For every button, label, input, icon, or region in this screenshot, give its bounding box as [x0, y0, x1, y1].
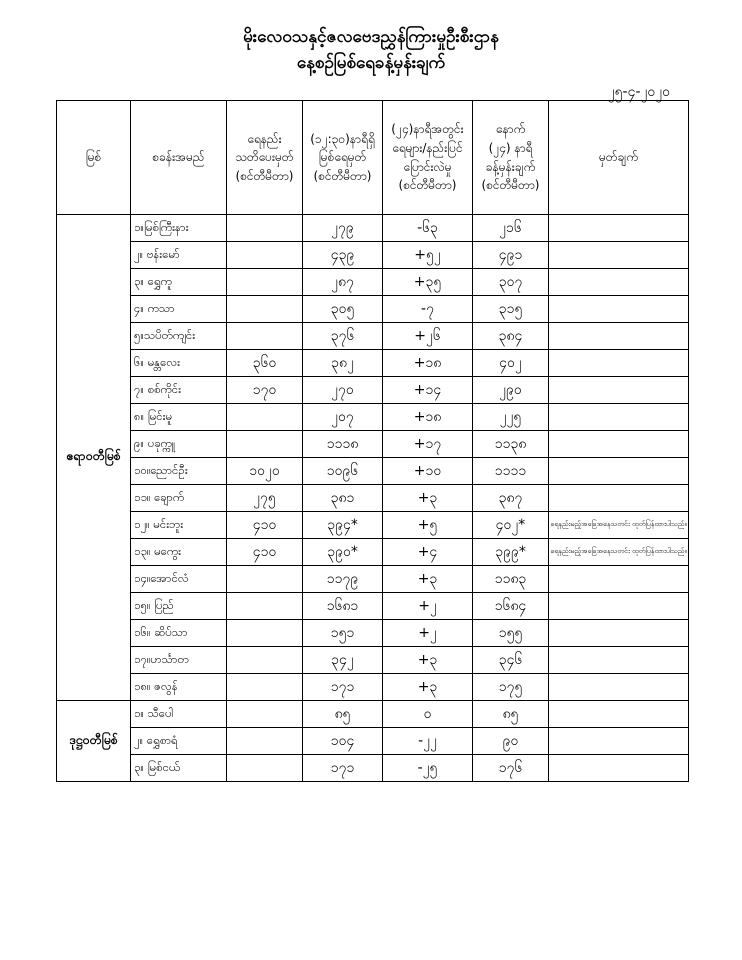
forecast-cell: ၄၀၂ [473, 350, 549, 377]
change-cell: +၅၂ [383, 242, 473, 269]
table-body [57, 215, 689, 782]
change-cell: -၂၂ [383, 728, 473, 755]
station-cell: ၁။မြစ်ကြီးနား [131, 215, 227, 242]
forecast-cell: ၁၅၅ [473, 620, 549, 647]
change-cell: +၁၀ [383, 458, 473, 485]
remark-cell [549, 323, 689, 350]
table-row [57, 215, 689, 242]
river-forecast-table [56, 100, 689, 782]
table-row [57, 701, 689, 728]
danger-level-cell [227, 674, 303, 701]
table-row [57, 242, 689, 269]
table-row [57, 458, 689, 485]
station-cell: ၉။ ပခုက္ကူ [131, 431, 227, 458]
danger-level-cell: ၄၁၀ [227, 512, 303, 539]
remark-cell: ရေနည်းမည့်အခြေအနေသတင်း ထုတ်ပြန်ထားပါသည်။ [549, 512, 689, 539]
danger-level-cell [227, 269, 303, 296]
water-level-cell: ၁၁၁၈ [303, 431, 383, 458]
table-row [57, 674, 689, 701]
forecast-cell: ၃၁၅ [473, 296, 549, 323]
col-header-forecast: နောက် (၂၄) နာရီ ခန့်မှန်းချက် (စင်တီမီတာ) [473, 101, 549, 215]
remark-cell [549, 755, 689, 782]
station-cell: ၁၂။ မင်းဘူး [131, 512, 227, 539]
change-cell: +၃ [383, 566, 473, 593]
remark-cell [549, 458, 689, 485]
remark-cell [549, 377, 689, 404]
water-level-cell: ၁၀၄ [303, 728, 383, 755]
table-header-row [57, 101, 689, 215]
forecast-cell: ၂၂၅ [473, 404, 549, 431]
remark-cell [549, 593, 689, 620]
danger-level-cell [227, 323, 303, 350]
water-level-cell: ၃၇၆ [303, 323, 383, 350]
remark-cell [549, 404, 689, 431]
station-cell: ၁၁။ ချောက် [131, 485, 227, 512]
report-title: နေ့စဉ်မြစ်ရေခန့်မှန်းချက် [296, 53, 446, 73]
forecast-cell: ၂၉၀ [473, 377, 549, 404]
remark-cell [549, 620, 689, 647]
table-row [57, 593, 689, 620]
department-title: မိုးလေဝသနှင့်ဇလဗေဒညွှန်ကြားမှုဦးစီးဌာန [243, 27, 499, 47]
remark-cell [549, 242, 689, 269]
water-level-cell: ၃၉၄* [303, 512, 383, 539]
remark-cell: ရေနည်းမည့်အခြေအနေသတင်း ထုတ်ပြန်ထားပါသည်။ [549, 539, 689, 566]
forecast-cell: ၃၈၇ [473, 485, 549, 512]
water-level-cell: ၃၀၅ [303, 296, 383, 323]
danger-level-cell [227, 404, 303, 431]
danger-level-cell [227, 728, 303, 755]
change-cell: ၀ [383, 701, 473, 728]
station-cell: ၁။ သီပေါ [131, 701, 227, 728]
change-cell: -၆၃ [383, 215, 473, 242]
river-name-cell: ဒုဋ္ဌဝတီမြစ် [57, 701, 131, 782]
forecast-cell: ၄၀၂* [473, 512, 549, 539]
remark-cell [549, 431, 689, 458]
forecast-cell: ၉၀ [473, 728, 549, 755]
danger-level-cell [227, 566, 303, 593]
change-cell: -၇ [383, 296, 473, 323]
forecast-cell: ၁၇၆ [473, 755, 549, 782]
change-cell: +၁၈ [383, 350, 473, 377]
remark-cell [549, 647, 689, 674]
water-level-cell: ၈၅ [303, 701, 383, 728]
water-level-cell: ၂၈၇ [303, 269, 383, 296]
table-row [57, 755, 689, 782]
station-cell: ၁၈။ ဇလွန် [131, 674, 227, 701]
col-header-level: (၁၂:၃၀)နာရီရှိ မြစ်ရေမှတ် (စင်တီမီတာ) [303, 101, 383, 215]
water-level-cell: ၁၇၁ [303, 755, 383, 782]
col-header-danger: ရေနည်း သတိပေးမှတ် (စင်တီမီတာ) [227, 101, 303, 215]
remark-cell [549, 296, 689, 323]
table-row [57, 404, 689, 431]
forecast-cell: ၁၇၅ [473, 674, 549, 701]
table-row [57, 350, 689, 377]
station-cell: ၁၅။ ပြည် [131, 593, 227, 620]
table-row [57, 296, 689, 323]
station-cell: ၂။ ရွှေစာရံ [131, 728, 227, 755]
col-header-remark: မှတ်ချက် [549, 101, 689, 215]
change-cell: +၁၈ [383, 404, 473, 431]
danger-level-cell [227, 701, 303, 728]
station-cell: ၃။ ရွှေကူ [131, 269, 227, 296]
station-cell: ၇။ စစ်ကိုင်း [131, 377, 227, 404]
danger-level-cell [227, 296, 303, 323]
remark-cell [549, 566, 689, 593]
danger-level-cell [227, 620, 303, 647]
remark-cell [549, 485, 689, 512]
change-cell: +၅ [383, 512, 473, 539]
change-cell: +၃ [383, 674, 473, 701]
remark-cell [549, 215, 689, 242]
remark-cell [549, 269, 689, 296]
forecast-cell: ၄၉၁ [473, 242, 549, 269]
forecast-cell: ၃၀၇ [473, 269, 549, 296]
river-name-cell: ဧရာဝတီမြစ် [57, 215, 131, 701]
change-cell: +၂ [383, 620, 473, 647]
forecast-cell: ၁၁၈၃ [473, 566, 549, 593]
water-level-cell: ၁၅၁ [303, 620, 383, 647]
col-header-station: စခန်းအမည် [131, 101, 227, 215]
water-level-cell: ၂၇၀ [303, 377, 383, 404]
forecast-cell: ၈၅ [473, 701, 549, 728]
table-row [57, 620, 689, 647]
danger-level-cell [227, 242, 303, 269]
station-cell: ၄။ ကသာ [131, 296, 227, 323]
change-cell: +၁၄ [383, 377, 473, 404]
danger-level-cell: ၁၀၂၀ [227, 458, 303, 485]
forecast-cell: ၁၁၃၈ [473, 431, 549, 458]
col-header-river: မြစ် [57, 101, 131, 215]
forecast-cell: ၁၁၁၁ [473, 458, 549, 485]
danger-level-cell [227, 593, 303, 620]
table-row [57, 323, 689, 350]
water-level-cell: ၁၇၁ [303, 674, 383, 701]
table-row [57, 377, 689, 404]
table-row [57, 566, 689, 593]
forecast-cell: ၂၁၆ [473, 215, 549, 242]
col-header-change: (၂၄)နာရီအတွင်း ရေများ/နည်းပြင် ပြောင်းလဲမှု (စင်တီမီတာ) [383, 101, 473, 215]
danger-level-cell: ၁၇၀ [227, 377, 303, 404]
table-row [57, 431, 689, 458]
water-level-cell: ၃၈၂ [303, 350, 383, 377]
remark-cell [549, 674, 689, 701]
station-cell: ၈။ မြင်းမူ [131, 404, 227, 431]
water-level-cell: ၂၇၉ [303, 215, 383, 242]
change-cell: -၂၅ [383, 755, 473, 782]
station-cell: ၁၃။ မကွေး [131, 539, 227, 566]
change-cell: +၂၆ [383, 323, 473, 350]
danger-level-cell [227, 431, 303, 458]
change-cell: +၄ [383, 539, 473, 566]
forecast-cell: ၃၄၆ [473, 647, 549, 674]
table-row [57, 485, 689, 512]
station-cell: ၃။ မြစ်ငယ် [131, 755, 227, 782]
change-cell: +၃ [383, 485, 473, 512]
danger-level-cell: ၂၇၅ [227, 485, 303, 512]
danger-level-cell: ၄၁၀ [227, 539, 303, 566]
report-date: ၂၅-၄-၂၀၂၀ [607, 84, 670, 100]
water-level-cell: ၁၁၇၉ [303, 566, 383, 593]
danger-level-cell [227, 647, 303, 674]
water-level-cell: ၂၀၇ [303, 404, 383, 431]
water-level-cell: ၁၆၈၁ [303, 593, 383, 620]
table-row [57, 647, 689, 674]
station-cell: ၆။ မန္တလေး [131, 350, 227, 377]
change-cell: +၃ [383, 647, 473, 674]
water-level-cell: ၃၉၀* [303, 539, 383, 566]
remark-cell [549, 728, 689, 755]
table-row [57, 512, 689, 539]
forecast-cell: ၃၉၉* [473, 539, 549, 566]
danger-level-cell [227, 215, 303, 242]
station-cell: ၅။သပိတ်ကျင်း [131, 323, 227, 350]
table-row [57, 728, 689, 755]
change-cell: +၃၅ [383, 269, 473, 296]
station-cell: ၁၇။ဟင်္သာတ [131, 647, 227, 674]
station-cell: ၁၄။အောင်လံ [131, 566, 227, 593]
water-level-cell: ၃၄၂ [303, 647, 383, 674]
table-row [57, 539, 689, 566]
water-level-cell: ၄၃၉ [303, 242, 383, 269]
forecast-cell: ၃၈၄ [473, 323, 549, 350]
station-cell: ၂။ ဗန်းမော် [131, 242, 227, 269]
change-cell: +၂ [383, 593, 473, 620]
water-level-cell: ၁၀၉၆ [303, 458, 383, 485]
station-cell: ၁၆။ ဆိပ်သာ [131, 620, 227, 647]
water-level-cell: ၃၈၁ [303, 485, 383, 512]
remark-cell [549, 350, 689, 377]
danger-level-cell: ၃၆၀ [227, 350, 303, 377]
table-row [57, 269, 689, 296]
forecast-cell: ၁၆၈၄ [473, 593, 549, 620]
change-cell: +၁၇ [383, 431, 473, 458]
station-cell: ၁၀။ညောင်ဦး [131, 458, 227, 485]
danger-level-cell [227, 755, 303, 782]
remark-cell [549, 701, 689, 728]
